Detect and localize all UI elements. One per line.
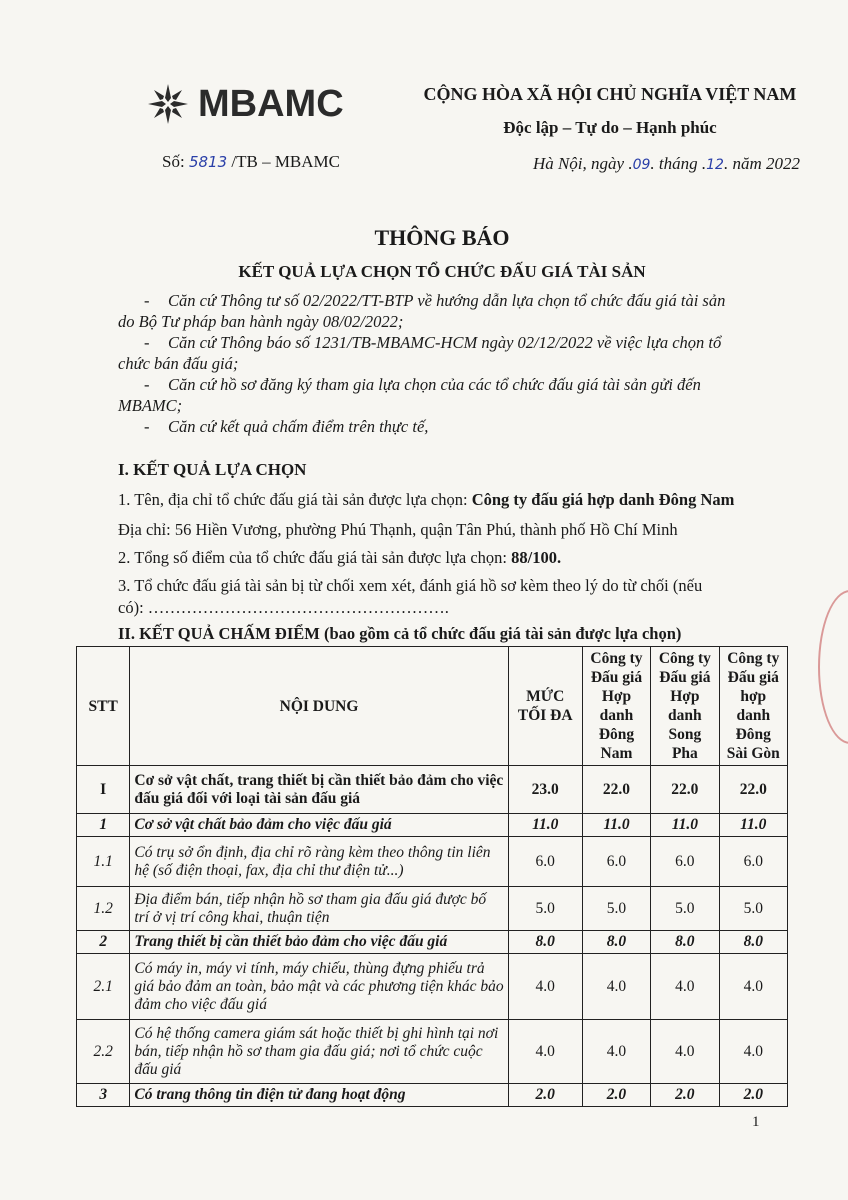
- table-row: [77, 766, 788, 814]
- section-2-heading: [118, 624, 681, 644]
- cell-value: 6.0: [719, 837, 787, 887]
- cell-value: 22.0: [719, 766, 787, 814]
- cell-value: 5.0: [582, 887, 650, 931]
- cell-content: Cơ sở vật chất, trang thiết bị cần thiết bảo đảm cho việc đấu giá đối với loại tài sản đấu giá: [130, 766, 508, 814]
- cell-value: 4.0: [651, 1020, 719, 1084]
- table-row: [77, 837, 788, 887]
- score-table: [76, 646, 788, 1107]
- cell-value: 2.0: [651, 1084, 719, 1107]
- total-score-label: 2. Tổng số điểm của tổ chức đấu giá tài sản được lựa chọn:: [118, 548, 512, 567]
- basis-line: Căn cứ Thông báo số 1231/TB-MBAMC-HCM ngày 02/12/2022 về việc lựa chọn tổ: [168, 333, 722, 352]
- cell-stt: 2.2: [77, 1020, 130, 1084]
- table-row: [77, 954, 788, 1020]
- cell-value: 5.0: [719, 887, 787, 931]
- basis-dash: -: [144, 333, 150, 352]
- table-row: [77, 887, 788, 931]
- cell-value: 22.0: [582, 766, 650, 814]
- basis-dash: -: [144, 291, 150, 310]
- basis-line: Căn cứ hồ sơ đăng ký tham gia lựa chọn của các tổ chức đấu giá tài sản gửi đến: [168, 375, 701, 394]
- issue-date: [410, 154, 800, 174]
- cell-value: 6.0: [651, 837, 719, 887]
- cell-content: Địa điểm bán, tiếp nhận hồ sơ tham gia đấu giá được bố trí ở vị trí công khai, thuận tiện: [130, 887, 508, 931]
- cell-content: Có trụ sở ổn định, địa chỉ rõ ràng kèm theo thông tin liên hệ (số điện thoại, fax, địa chỉ thư điện tử...): [130, 837, 508, 887]
- cell-content: Có máy in, máy vi tính, máy chiếu, thùng đựng phiếu trả giá bảo đảm an toàn, bảo mật và các phương tiện khác bảo đảm cho việc đấu giá: [130, 954, 508, 1020]
- basis-item: [118, 416, 778, 437]
- cell-value: 2.0: [719, 1084, 787, 1107]
- header-song-pha: Công ty Đấu giá Hợp danh Song Pha: [651, 647, 719, 766]
- header-content: NỘI DUNG: [130, 647, 508, 766]
- basis-item: [118, 290, 778, 332]
- section-2-title: II. KẾT QUẢ CHẤM ĐIỂM: [118, 624, 320, 643]
- cell-stt: 1.2: [77, 887, 130, 931]
- selected-org-label: 1. Tên, địa chỉ tổ chức đấu giá tài sản được lựa chọn:: [118, 490, 472, 509]
- date-suffix: . năm 2022: [723, 154, 800, 173]
- cell-content: Trang thiết bị cần thiết bảo đảm cho việc đấu giá: [130, 931, 508, 954]
- legal-bases: [118, 290, 778, 437]
- red-stamp: [818, 590, 848, 744]
- table-row: [77, 814, 788, 837]
- table-row: [77, 1084, 788, 1107]
- cell-stt: 1: [77, 814, 130, 837]
- motto: Độc lập – Tự do – Hạnh phúc: [503, 118, 717, 137]
- cell-content: Cơ sở vật chất bảo đảm cho việc đấu giá: [130, 814, 508, 837]
- doc-number-handwritten: 5813: [188, 153, 228, 171]
- document-subtitle: KẾT QUẢ LỰA CHỌN TỔ CHỨC ĐẤU GIÁ TÀI SẢN: [238, 262, 646, 281]
- basis-line: Căn cứ kết quả chấm điểm trên thực tế,: [168, 417, 429, 436]
- selected-org-address: Địa chỉ: 56 Hiền Vương, phường Phú Thạnh, quận Tân Phú, thành phố Hồ Chí Minh: [118, 520, 678, 539]
- header-dong-nam: Công ty Đấu giá Hợp danh Đông Nam: [582, 647, 650, 766]
- date-month: 12: [706, 157, 724, 173]
- section-2-note: (bao gồm cả tổ chức đấu giá tài sản được lựa chọn): [319, 624, 682, 643]
- table-row: [77, 931, 788, 954]
- cell-value: 11.0: [719, 814, 787, 837]
- logo: [146, 82, 344, 126]
- cell-value: 8.0: [719, 931, 787, 954]
- cell-stt: 3: [77, 1084, 130, 1107]
- cell-max: 23.0: [508, 766, 582, 814]
- cell-max: 8.0: [508, 931, 582, 954]
- basis-line-cont: chức bán đấu giá;: [118, 354, 239, 373]
- selected-org: [118, 490, 798, 510]
- cell-stt: 2: [77, 931, 130, 954]
- cell-value: 6.0: [582, 837, 650, 887]
- table-header-row: [77, 647, 788, 766]
- cell-max: 6.0: [508, 837, 582, 887]
- header-dong-sai-gon: Công ty Đấu giá hợp danh Đông Sài Gòn: [719, 647, 787, 766]
- document-title: THÔNG BÁO: [374, 225, 510, 250]
- cell-max: 4.0: [508, 1020, 582, 1084]
- cell-value: 4.0: [582, 1020, 650, 1084]
- cell-max: 4.0: [508, 954, 582, 1020]
- cell-value: 11.0: [582, 814, 650, 837]
- total-score-value: 88/100.: [511, 548, 562, 567]
- basis-dash: -: [144, 375, 150, 394]
- table-row: [77, 1020, 788, 1084]
- selected-org-name: Công ty đấu giá hợp danh Đông Nam: [471, 490, 735, 509]
- date-day: 09: [632, 157, 651, 173]
- date-prefix: Hà Nội, ngày .: [532, 154, 633, 173]
- basis-line: Căn cứ Thông tư số 02/2022/TT-BTP về hướng dẫn lựa chọn tổ chức đấu giá tài sản: [168, 291, 726, 310]
- cell-value: 8.0: [582, 931, 650, 954]
- page-number: 1: [752, 1114, 760, 1130]
- cell-content: Có trang thông tin điện tử đang hoạt động: [130, 1084, 508, 1107]
- basis-line-cont: do Bộ Tư pháp ban hành ngày 08/02/2022;: [118, 312, 404, 331]
- document-number: [162, 152, 340, 172]
- basis-dash: -: [144, 417, 150, 436]
- cell-value: 4.0: [719, 1020, 787, 1084]
- total-score: [118, 548, 798, 568]
- rejected-orgs-line2: có): ……………………………………………….: [118, 598, 449, 617]
- basis-line-cont: MBAMC;: [118, 396, 183, 415]
- cell-max: 5.0: [508, 887, 582, 931]
- cell-content: Có hệ thống camera giám sát hoặc thiết bị ghi hình tại nơi bán, tiếp nhận hồ sơ tham gia đấu giá; nơi tổ chức cuộc đấu giá: [130, 1020, 508, 1084]
- basis-item: [118, 374, 778, 416]
- cell-value: 4.0: [651, 954, 719, 1020]
- cell-stt: 2.1: [77, 954, 130, 1020]
- cell-value: 4.0: [582, 954, 650, 1020]
- cell-value: 11.0: [651, 814, 719, 837]
- mbamc-star-logo-icon: [146, 82, 190, 126]
- basis-item: [118, 332, 778, 374]
- cell-stt: 1.1: [77, 837, 130, 887]
- nation-heading: CỘNG HÒA XÃ HỘI CHỦ NGHĨA VIỆT NAM: [423, 84, 797, 104]
- cell-value: 4.0: [719, 954, 787, 1020]
- doc-number-suffix: /TB – MBAMC: [231, 152, 341, 171]
- cell-value: 5.0: [651, 887, 719, 931]
- rejected-orgs-line1: 3. Tổ chức đấu giá tài sản bị từ chối xem xét, đánh giá hồ sơ kèm theo lý do từ chối (nếu: [118, 576, 703, 595]
- date-mid: . tháng .: [650, 154, 707, 173]
- cell-value: 8.0: [651, 931, 719, 954]
- cell-max: 11.0: [508, 814, 582, 837]
- header-stt: STT: [77, 647, 130, 766]
- doc-number-prefix: Số:: [162, 152, 185, 171]
- cell-stt: I: [77, 766, 130, 814]
- cell-value: 2.0: [582, 1084, 650, 1107]
- logo-text: MBAMC: [198, 82, 344, 125]
- section-1-heading: I. KẾT QUẢ LỰA CHỌN: [118, 460, 307, 479]
- header-max: MỨC TỐI ĐA: [508, 647, 582, 766]
- cell-value: 22.0: [651, 766, 719, 814]
- cell-max: 2.0: [508, 1084, 582, 1107]
